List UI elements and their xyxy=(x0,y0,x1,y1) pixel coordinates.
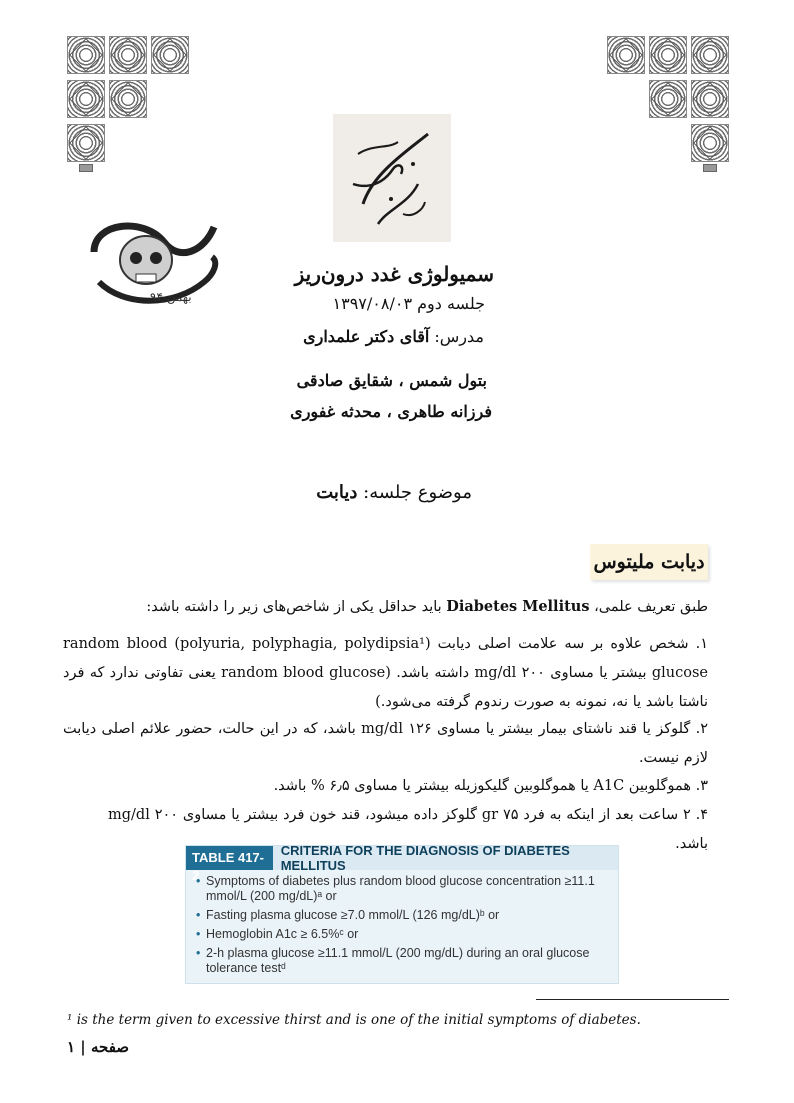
footnote: ¹ is the term given to excessive thirst and is one of the initial symptoms of diabetes. xyxy=(67,1012,641,1028)
page-label: صفحه xyxy=(90,1038,130,1056)
definition-term: Diabetes Mellitus xyxy=(446,598,590,615)
definition-pre: طبق تعریف علمی، xyxy=(594,599,708,615)
session-topic xyxy=(316,482,472,503)
authors-line-2: فرزانه طاهری ، محدثه غفوری xyxy=(290,402,492,421)
session-info: جلسه دوم ۱۳۹۷/۰۸/۰۳ xyxy=(332,294,485,313)
list-item: • Fasting plasma glucose ≥7.0 mmol/L (126 mg/dL)ᵇ or xyxy=(196,908,608,923)
page-number-value: ۱ xyxy=(67,1038,76,1056)
table-header xyxy=(186,843,618,883)
calligraphy-image xyxy=(333,114,451,242)
list-item: • Symptoms of diabetes plus random blood glucose concentration ≥11.1 mmol/L (200 mg/dL)ᵃ or xyxy=(196,874,608,904)
lecturer-prefix: مدرس: xyxy=(434,327,484,346)
table-title: CRITERIA FOR THE DIAGNOSIS OF DIABETES MELLITUS xyxy=(280,843,570,873)
table-tag: TABLE 417-2 xyxy=(186,846,273,870)
list-item: • 2-h plasma glucose ≥11.1 mmol/L (200 mg/dL) during an oral glucose tolerance testᵈ xyxy=(196,946,608,976)
page-title: سمیولوژی غدد درون‌ریز xyxy=(294,262,494,286)
criterion-2: ۲. گلوکز یا قند ناشتای بیمار بیشتر یا مساوی ۱۲۶ mg/dl باشد، که در این حالت، حضور علائم اصلی دیابت لازم نیست. xyxy=(63,721,709,766)
lecturer-line xyxy=(303,327,484,346)
footnote-divider xyxy=(536,999,729,1000)
authors-line-1: بتول شمس ، شقایق صادقی xyxy=(296,371,487,390)
criteria-table xyxy=(185,845,619,984)
page-number: صفحه | ۱ xyxy=(67,1038,130,1056)
list-item: • Hemoglobin A1c ≥ 6.5%ᶜ or xyxy=(196,927,608,942)
section-title: دیابت ملیتوس xyxy=(590,544,708,580)
criterion-4: ۴. ۲ ساعت بعد از اینکه به فرد ۷۵ gr گلوکز داده میشود، قند خون فرد بیشتر یا مساوی ۲۰۰ mg/dl باشد. xyxy=(108,807,708,852)
topic-prefix: موضوع جلسه: xyxy=(363,482,472,503)
emblem-label: بهمن ۹۴ xyxy=(150,290,192,304)
criterion-1: ۱. شخص علاوه بر سه علامت اصلی دیابت (polyuria, polyphagia, polydipsia¹) random blood glucose بیشتر یا مساوی ۲۰۰ mg/dl داشته باشد. (random blood glucose یعنی تفاوتی ندارد که فرد ناشتا باشد یا نه، نمونه به صورت رندوم گرفته می‌شود.) xyxy=(63,636,709,710)
lecturer-name: آقای دکتر علمداری xyxy=(303,327,430,346)
definition-post: باید حداقل یکی از شاخص‌های زیر را داشته باشد: xyxy=(146,599,442,615)
table-list xyxy=(186,870,618,976)
topic-value: دیابت xyxy=(316,482,358,503)
criterion-3: ۳. هموگلوبین A1C یا هموگلوبین گلیکوزیله بیشتر یا مساوی ۶٫۵ % باشد. xyxy=(273,778,708,794)
definition-paragraph xyxy=(63,592,708,622)
